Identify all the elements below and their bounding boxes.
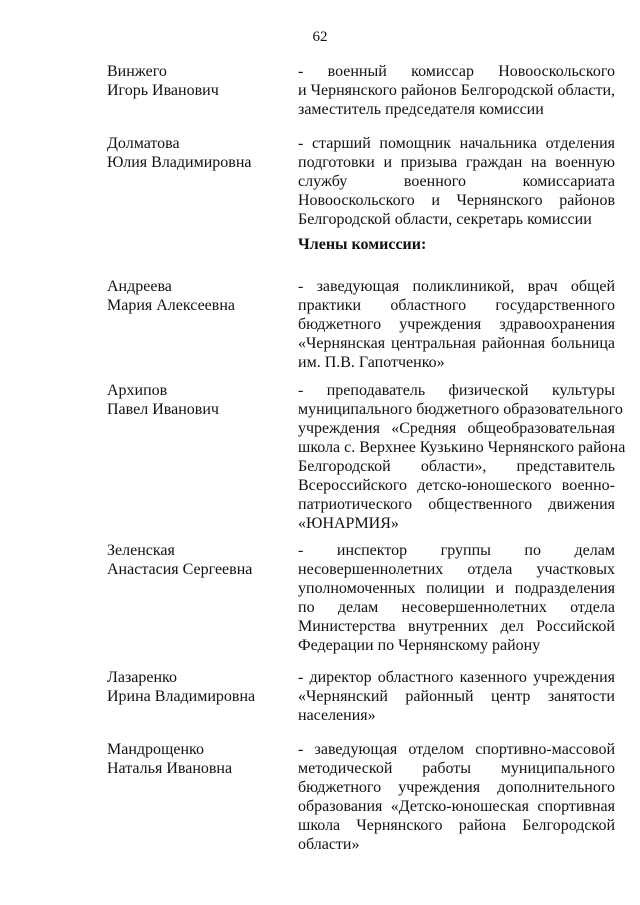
person-position xyxy=(298,62,615,119)
person-given-names: Анастасия Сергеевна xyxy=(107,561,253,578)
position-line: Новооскольского и Чернянского районов xyxy=(298,192,615,209)
person-position xyxy=(298,134,615,229)
position-line: области» xyxy=(298,836,360,853)
person-position xyxy=(298,740,615,854)
person-name xyxy=(107,740,287,778)
position-line: Министерства внутренних дел Российской xyxy=(298,618,615,635)
person-name xyxy=(107,381,287,419)
person-given-names: Наталья Ивановна xyxy=(107,760,233,777)
person-surname: Андреева xyxy=(107,278,172,295)
person-name xyxy=(107,277,287,315)
position-line: им. П.В. Гапотченко» xyxy=(298,354,445,371)
position-line: практики областного государственного xyxy=(298,297,615,314)
person-name xyxy=(107,134,287,172)
position-line: образования «Детско-юношеская спортивная xyxy=(298,798,615,815)
person-position xyxy=(298,668,615,725)
position-line: «ЮНАРМИЯ» xyxy=(298,515,399,532)
position-line: - военный комиссар Новооскольского xyxy=(298,63,615,80)
position-line: уполномоченных полиции и подразделения xyxy=(298,580,615,597)
position-line: - инспектор группы по делам xyxy=(298,542,615,559)
position-line: бюджетного учреждения дополнительного xyxy=(298,779,615,796)
person-position xyxy=(298,277,615,372)
position-line: учреждения «Средняя общеобразовательная xyxy=(298,420,615,437)
person-given-names: Ирина Владимировна xyxy=(107,688,256,705)
person-position xyxy=(298,381,626,533)
page-number: 62 xyxy=(312,29,328,45)
position-line: «Чернянский районный центр занятости xyxy=(298,688,615,705)
position-line: населения» xyxy=(298,707,376,724)
position-line: несовершеннолетних отдела участковых xyxy=(298,561,615,578)
position-line: Белгородской области, секретарь комиссии xyxy=(298,211,592,228)
person-position xyxy=(298,541,615,655)
person-given-names: Павел Иванович xyxy=(107,401,219,418)
section-heading-members: Члены комиссии: xyxy=(298,236,427,253)
position-line: - директор областного казенного учреждения xyxy=(298,669,615,686)
person-given-names: Игорь Иванович xyxy=(107,82,219,99)
position-line: методической работы муниципального xyxy=(298,760,615,777)
position-line: школа с. Верхнее Кузькино Чернянского района xyxy=(298,439,626,456)
person-given-names: Мария Алексеевна xyxy=(107,297,235,314)
position-line: службу военного комиссариата xyxy=(298,173,615,190)
position-line: бюджетного учреждения здравоохранения xyxy=(298,316,615,333)
position-line: школа Чернянского района Белгородской xyxy=(298,817,615,834)
person-surname: Долматова xyxy=(107,135,180,152)
person-surname: Винжего xyxy=(107,63,167,80)
position-line: Белгородской области», представитель xyxy=(298,458,615,475)
position-line: патриотического общественного движения xyxy=(298,496,615,513)
person-name xyxy=(107,541,287,579)
position-line: - заведующая поликлиникой, врач общей xyxy=(298,278,615,295)
position-line: заместитель председателя комиссии xyxy=(298,101,544,118)
person-given-names: Юлия Владимировна xyxy=(107,154,252,171)
position-line: муниципального бюджетного образовательного xyxy=(298,401,623,418)
person-name xyxy=(107,668,287,706)
position-line: Всероссийского детско-юношеского военно- xyxy=(298,477,615,494)
person-surname: Зеленская xyxy=(107,542,175,559)
person-surname: Архипов xyxy=(107,382,168,399)
person-name xyxy=(107,62,287,100)
position-line: по делам несовершеннолетних отдела xyxy=(298,599,615,616)
person-surname: Мандрощенко xyxy=(107,741,204,758)
position-line: подготовки и призыва граждан на военную xyxy=(298,154,615,171)
position-line: Федерации по Чернянскому району xyxy=(298,637,541,654)
position-line: - старший помощник начальника отделения xyxy=(298,135,615,152)
position-line: - преподаватель физической культуры xyxy=(298,382,615,399)
person-surname: Лазаренко xyxy=(107,669,177,686)
position-line: «Чернянская центральная районная больница xyxy=(298,335,615,352)
position-line: и Чернянского районов Белгородской области, xyxy=(298,82,615,99)
position-line: - заведующая отделом спортивно-массовой xyxy=(298,741,615,758)
